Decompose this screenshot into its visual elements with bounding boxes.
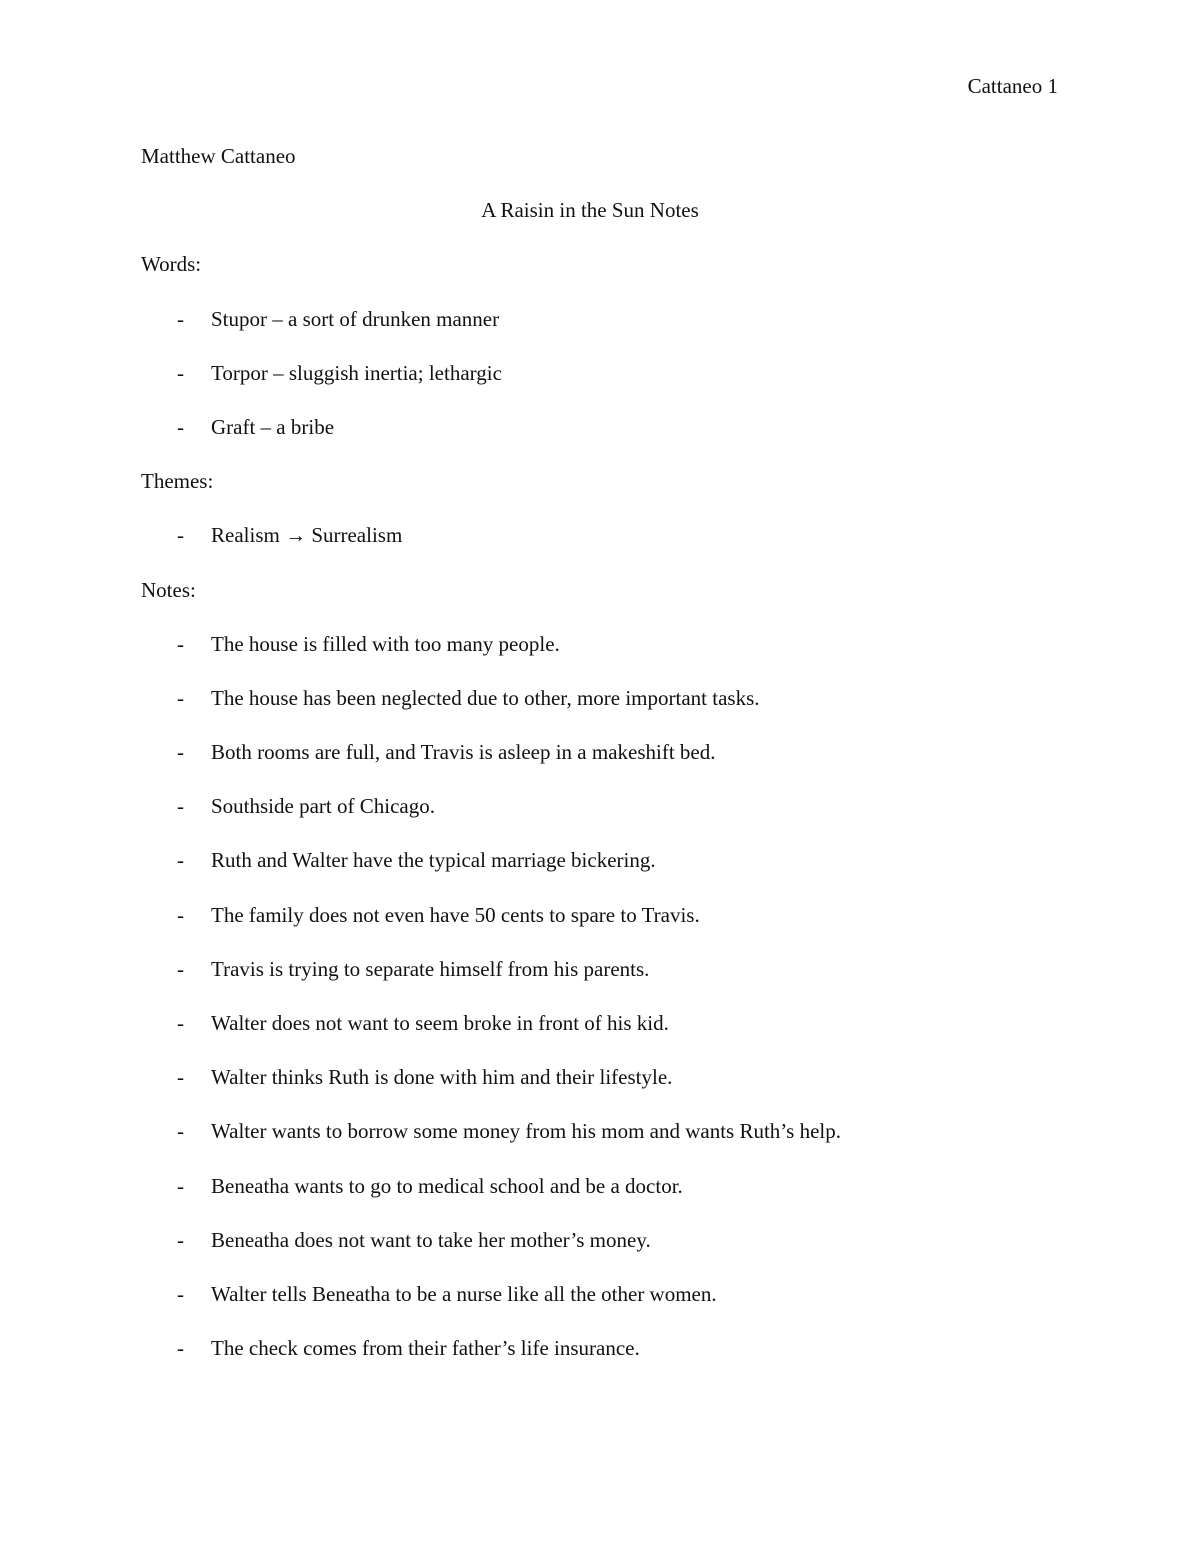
list-item-text: Graft – a bribe: [211, 414, 335, 439]
bullet-dash: -: [177, 523, 184, 548]
list-item-text: The check comes from their father’s life insurance.: [211, 1336, 640, 1361]
list-item: [141, 684, 1061, 738]
themes-heading: Themes:: [141, 469, 214, 494]
list-item: [141, 413, 1061, 467]
list-item: [141, 1334, 1061, 1388]
list-item-text: The family does not even have 50 cents to spare to Travis.: [211, 902, 700, 927]
list-item-text: Travis is trying to separate himself from his parents.: [211, 956, 650, 981]
bullet-dash: -: [177, 1281, 184, 1306]
list-item: [141, 738, 1061, 792]
list-item-text: Southside part of Chicago.: [211, 794, 435, 819]
list-item-text: Walter tells Beneatha to be a nurse like all the other women.: [211, 1281, 717, 1306]
list-item-text: The house has been neglected due to other, more important tasks.: [211, 685, 760, 710]
list-item-text: Torpor – sluggish inertia; lethargic: [211, 360, 502, 385]
list-item: [141, 792, 1061, 846]
bullet-dash: -: [177, 306, 184, 331]
bullet-dash: -: [177, 848, 184, 873]
list-item-text: Stupor – a sort of drunken manner: [211, 306, 500, 331]
list-item-text: The house is filled with too many people.: [211, 631, 560, 656]
list-item: [141, 1063, 1061, 1117]
bullet-dash: -: [177, 631, 184, 656]
list-item-text: Both rooms are full, and Travis is asleep in a makeshift bed.: [211, 740, 716, 765]
bullet-dash: -: [177, 414, 184, 439]
bullet-dash: -: [177, 1173, 184, 1198]
list-item: [141, 955, 1061, 1009]
list-item-text: Walter thinks Ruth is done with him and their lifestyle.: [211, 1065, 673, 1090]
list-item-text: Beneatha does not want to take her mother’s money.: [211, 1227, 651, 1252]
list-item: [141, 359, 1061, 413]
bullet-dash: -: [177, 1227, 184, 1252]
bullet-dash: -: [177, 794, 184, 819]
list-item: [141, 521, 1061, 575]
list-item: [141, 1117, 1061, 1171]
notes-heading: Notes:: [141, 577, 196, 602]
list-item: [141, 846, 1061, 900]
bullet-dash: -: [177, 902, 184, 927]
page-number-label: Cattaneo 1: [967, 74, 1058, 98]
bullet-dash: -: [177, 1011, 184, 1035]
words-heading: Words:: [141, 252, 202, 277]
bullet-dash: -: [177, 360, 184, 385]
list-item: [141, 901, 1061, 955]
document-body: [141, 142, 1061, 1388]
bullet-dash: -: [177, 1065, 184, 1090]
bullet-dash: -: [177, 685, 184, 710]
bullet-dash: -: [177, 740, 184, 765]
list-item: [141, 1280, 1061, 1334]
bullet-dash: -: [177, 1336, 184, 1361]
list-item: [141, 1009, 1061, 1063]
list-item: [141, 305, 1061, 359]
list-item: [141, 630, 1061, 684]
author-name: Matthew Cattaneo: [141, 144, 296, 168]
list-item-text: Walter does not want to seem broke in front of his kid.: [211, 1011, 669, 1035]
list-item: [141, 1172, 1061, 1226]
page-header: [968, 72, 1058, 100]
bullet-dash: -: [177, 956, 184, 981]
list-item-text: Beneatha wants to go to medical school and be a doctor.: [211, 1173, 683, 1198]
list-item-text: Realism → Surrealism: [211, 523, 403, 548]
list-item: [141, 1226, 1061, 1280]
list-item-text: Ruth and Walter have the typical marriage bickering.: [211, 848, 656, 873]
list-item-text: Walter wants to borrow some money from his mom and wants Ruth’s help.: [211, 1119, 841, 1144]
document-title: A Raisin in the Sun Notes: [481, 198, 699, 223]
bullet-dash: -: [177, 1119, 184, 1144]
